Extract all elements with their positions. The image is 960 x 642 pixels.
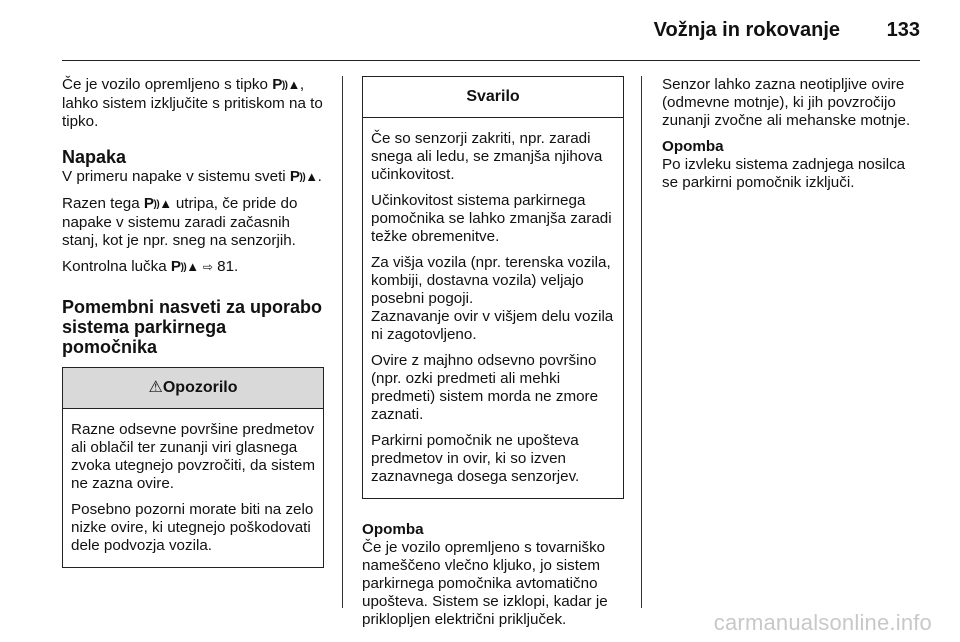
watermark: carmanualsonline.info <box>713 610 932 635</box>
caution-box <box>362 76 624 499</box>
note-text: Po izvleku sistema zadnjega nosilca se parkirni pomočnik izključi. <box>662 156 906 191</box>
note-heading: Opomba <box>362 521 424 538</box>
header-rule <box>62 60 920 61</box>
fault-heading: Napaka <box>62 147 127 167</box>
page-number: 133 <box>886 19 920 41</box>
fault-paragraph: V primeru napake v sistemu sveti P))▲. <box>62 168 322 185</box>
column-1 <box>62 76 324 568</box>
warning-box-header: ⚠Opozorilo <box>63 368 323 409</box>
warning-triangle-icon: ⚠ <box>148 379 163 396</box>
park-assist-icon: P))▲ <box>289 168 318 185</box>
page-title: Vožnja in rokovanje <box>653 19 840 41</box>
lamp-paragraph: Kontrolna lučka P))▲ ⇨ 81. <box>62 258 239 275</box>
intro-paragraph: Če je vozilo opremljeno s tipko P))▲, lahko sistem izključite s pritiskom na to tipko. <box>62 76 323 130</box>
page-header <box>62 14 920 48</box>
column-divider <box>342 76 343 608</box>
column-2 <box>362 76 624 637</box>
note-heading: Opomba <box>662 138 724 155</box>
tips-heading: Pomembni nasveti za uporabo sistema parkirnega pomočnika <box>62 297 323 357</box>
note-text: Če je vozilo opremljeno s tovarniško nameščeno vlečno kljuko, jo sistem parkirnega pomočnika avtomatično upošteva. Sistem se izklopi, kadar je priklopljen električni priključek. <box>362 539 608 628</box>
warning-box-body: Razne odsevne površine predmetov ali oblačil ter zunanji viri glasnega zvoka utegnejo povzročiti, da sistem ne zazna ovire. Posebno pozorni morate biti na zelo nizke ovire, ki utegnejo poškodovati dele podvozja vozila. <box>71 421 315 554</box>
caution-box-header: Svarilo <box>363 77 623 118</box>
column-3 <box>662 76 924 200</box>
caution-box-body: Če so senzorji zakriti, npr. zaradi snega ali ledu, se zmanjša njihova učinkovitost. Učinkovitost sistema parkirnega pomočnika se lahko zmanjša zaradi težke obremenitve. Za višja vozila (npr. terenska vozila, kombiji, dostavna vozila) veljajo posebni pogoji. Zaznavanje ovir v višjem delu vozila ni zagotovljeno. Ovire z majhno odsevno površino (npr. ozki predmeti ali mehki predmeti) sistem morda ne zmore zaznati. Parkirni pomočnik ne upošteva predmetov in ovir, ki so izven zaznavnega dosega senzorjev. <box>371 130 614 485</box>
sensor-paragraph: Senzor lahko zazna neotipljive ovire (odmevne motnje), ki jih povzročijo zunanji zvočne ali mehanske motnje. <box>662 76 911 129</box>
flash-paragraph: Razen tega P))▲ utripa, če pride do napake v sistemu zaradi začasnih stanj, kot je npr. sneg na senzorjih. <box>62 195 298 249</box>
park-assist-icon: P))▲ <box>170 258 199 275</box>
park-assist-icon: P))▲ <box>272 76 300 93</box>
warning-box <box>62 367 324 568</box>
page-reference-icon: ⇨ <box>202 260 213 274</box>
park-assist-icon: P))▲ <box>143 195 172 212</box>
column-divider <box>641 76 642 608</box>
